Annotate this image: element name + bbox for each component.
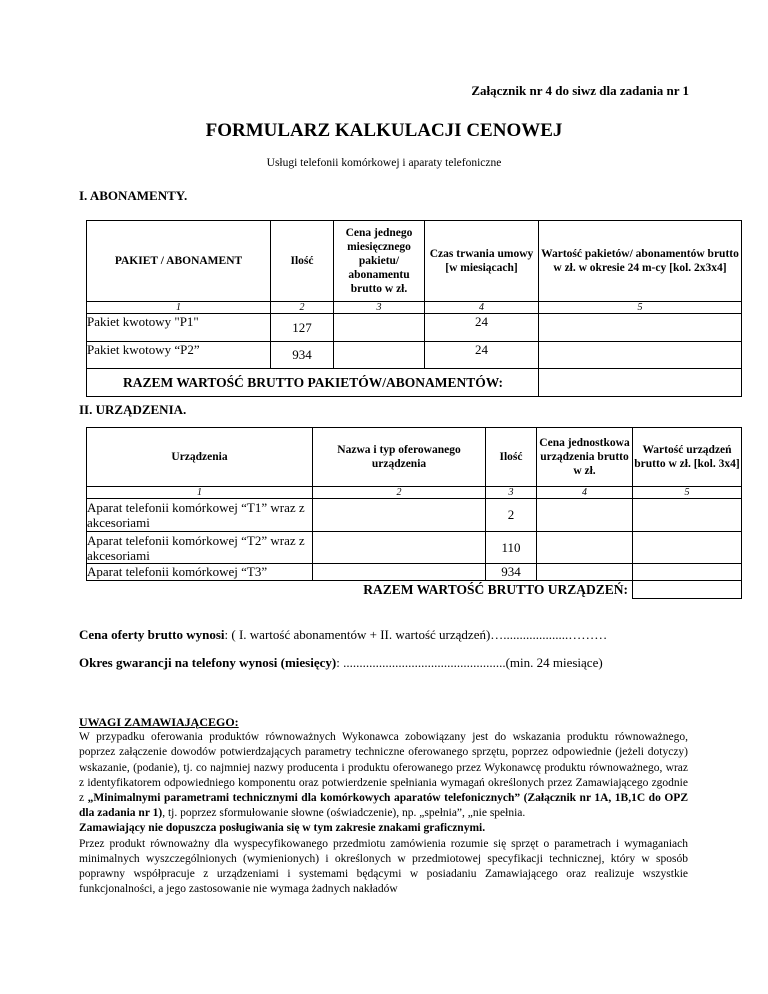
warranty-label: Okres gwarancji na telefony wynosi (miesięcy) bbox=[79, 655, 337, 670]
remarks-p1-bold: „Minimalnymi parametrami technicznymi dla komórkowych aparatów telefonicznych” (Załącznik nr 1A, 1B,1C do OPZ dla zadania nr 1) bbox=[79, 792, 688, 820]
col-number: 4 bbox=[537, 487, 633, 499]
table-row bbox=[87, 532, 742, 564]
header-package: PAKIET / ABONAMENT bbox=[87, 221, 271, 302]
offer-price-label: Cena oferty brutto wynosi bbox=[79, 627, 225, 642]
warranty-text: : ..................................................(min. 24 miesiące) bbox=[336, 655, 603, 670]
col-number: 3 bbox=[486, 487, 537, 499]
remarks-heading: UWAGI ZAMAWIAJĄCEGO: bbox=[79, 715, 239, 729]
subscriptions-table bbox=[86, 220, 742, 397]
table-row bbox=[87, 342, 742, 369]
package-value-field[interactable] bbox=[539, 314, 742, 342]
header-device-value: Wartość urządzeń brutto w zł. [kol. 3x4] bbox=[633, 428, 742, 487]
header-quantity: Ilość bbox=[271, 221, 334, 302]
header-package-value: Wartość pakietów/ abonamentów brutto w zł. w okresie 24 m-cy [kol. 2x3x4] bbox=[539, 221, 742, 302]
header-unit-price: Cena jednostkowa urządzenia brutto w zł. bbox=[537, 428, 633, 487]
warranty-line bbox=[79, 655, 603, 671]
device-name: Aparat telefonii komórkowej “T2” wraz z akcesoriami bbox=[87, 532, 313, 564]
table-row bbox=[87, 564, 742, 581]
package-price-field[interactable] bbox=[334, 342, 425, 369]
offer-price-text: : ( I. wartość abonamentów + II. wartość urządzeń)…....................……… bbox=[224, 627, 608, 642]
header-duration: Czas trwania umowy [w miesiącach] bbox=[425, 221, 539, 302]
col-number: 4 bbox=[425, 302, 539, 314]
device-quantity: 934 bbox=[486, 564, 537, 581]
page-title: FORMULARZ KALKULACJI CENOWEJ bbox=[205, 120, 563, 141]
table-row bbox=[87, 314, 742, 342]
col-number: 5 bbox=[633, 487, 742, 499]
table-row bbox=[87, 499, 742, 532]
header-device: Urządzenia bbox=[87, 428, 313, 487]
device-value-field[interactable] bbox=[633, 532, 742, 564]
header-quantity: Ilość bbox=[486, 428, 537, 487]
package-price-field[interactable] bbox=[334, 314, 425, 342]
header-device-type: Nazwa i typ oferowanego urządzenia bbox=[313, 428, 486, 487]
package-months: 24 bbox=[425, 342, 539, 369]
device-type-field[interactable] bbox=[313, 499, 486, 532]
remarks-p1-end: , tj. poprzez sformułowanie słowne (oświadczenie), np. „spełnia”, „nie spełnia. bbox=[162, 807, 526, 820]
attachment-label: Załącznik nr 4 do siwz dla zadania nr 1 bbox=[471, 83, 689, 98]
col-number: 3 bbox=[334, 302, 425, 314]
package-quantity: 934 bbox=[271, 342, 334, 369]
device-type-field[interactable] bbox=[313, 532, 486, 564]
package-name: Pakiet kwotowy “P2” bbox=[87, 342, 271, 369]
device-price-field[interactable] bbox=[537, 532, 633, 564]
col-number: 1 bbox=[87, 302, 271, 314]
subscriptions-total-field[interactable] bbox=[539, 369, 742, 397]
device-quantity: 110 bbox=[486, 532, 537, 564]
remarks-paragraph-2: Zamawiający nie dopuszcza posługiwania się w tym zakresie znakami graficznymi. bbox=[79, 822, 486, 835]
device-name: Aparat telefonii komórkowej “T3” bbox=[87, 564, 313, 581]
package-quantity: 127 bbox=[271, 314, 334, 342]
page-subtitle: Usługi telefonii komórkowej i aparaty telefoniczne bbox=[266, 157, 502, 169]
section2-heading: II. URZĄDZENIA. bbox=[79, 402, 187, 417]
devices-total-label: RAZEM WARTOŚĆ BRUTTO URZĄDZEŃ: bbox=[87, 581, 633, 599]
col-number: 1 bbox=[87, 487, 313, 499]
device-type-field[interactable] bbox=[313, 564, 486, 581]
devices-total-field[interactable] bbox=[633, 581, 742, 599]
subscriptions-total-label: RAZEM WARTOŚĆ BRUTTO PAKIETÓW/ABONAMENTÓW: bbox=[87, 369, 539, 397]
package-months: 24 bbox=[425, 314, 539, 342]
device-value-field[interactable] bbox=[633, 499, 742, 532]
col-number: 5 bbox=[539, 302, 742, 314]
col-number: 2 bbox=[271, 302, 334, 314]
device-name: Aparat telefonii komórkowej “T1” wraz z akcesoriami bbox=[87, 499, 313, 532]
offer-price-line bbox=[79, 627, 607, 643]
remarks-paragraph-1 bbox=[79, 730, 688, 821]
remarks-paragraph-3: Przez produkt równoważny dla wyspecyfikowanego przedmiotu zamówienia rozumie się sprzęt o parametrach i wymaganiach minimalnych wyszczególnionych (wymienionych) i określonych w przedmiotowej specyfikacji technicznej, który w sposób poprawny współpracuje z urządzeniami i systemami będącymi w posiadaniu Zamawiającego oraz realizuje wszystkie funkcjonalności, a jego zastosowanie nie wymaga żadnych nakładów bbox=[79, 837, 688, 896]
package-name: Pakiet kwotowy "P1" bbox=[87, 314, 271, 342]
devices-table bbox=[86, 427, 742, 599]
col-number: 2 bbox=[313, 487, 486, 499]
device-value-field[interactable] bbox=[633, 564, 742, 581]
section1-heading: I. ABONAMENTY. bbox=[79, 188, 188, 203]
device-price-field[interactable] bbox=[537, 499, 633, 532]
remarks-section bbox=[79, 715, 688, 897]
header-monthly-price: Cena jednego miesięcznego pakietu/ abonamentu brutto w zł. bbox=[334, 221, 425, 302]
device-quantity: 2 bbox=[486, 499, 537, 532]
package-value-field[interactable] bbox=[539, 342, 742, 369]
device-price-field[interactable] bbox=[537, 564, 633, 581]
remarks-p1-start: W przypadku oferowania produktów równoważnych Wykonawca zobowiązany jest do wskazania produktu równoważnego, poprzez załączenie dowodów potwierdzających parametry techniczne oferowanego sprzętu, poprzez odpowiednie (jeżeli dotyczy) wskazanie, (podanie), tj. co najmniej nazwy producenta i produktu oferowanego przez Wykonawcę produktu równoważnego, wraz z identyfikatorem odpowiedniego komponentu oraz potwierdzenie spełniania wymagań określonych przez Zamawiającego zgodnie z bbox=[79, 731, 688, 805]
